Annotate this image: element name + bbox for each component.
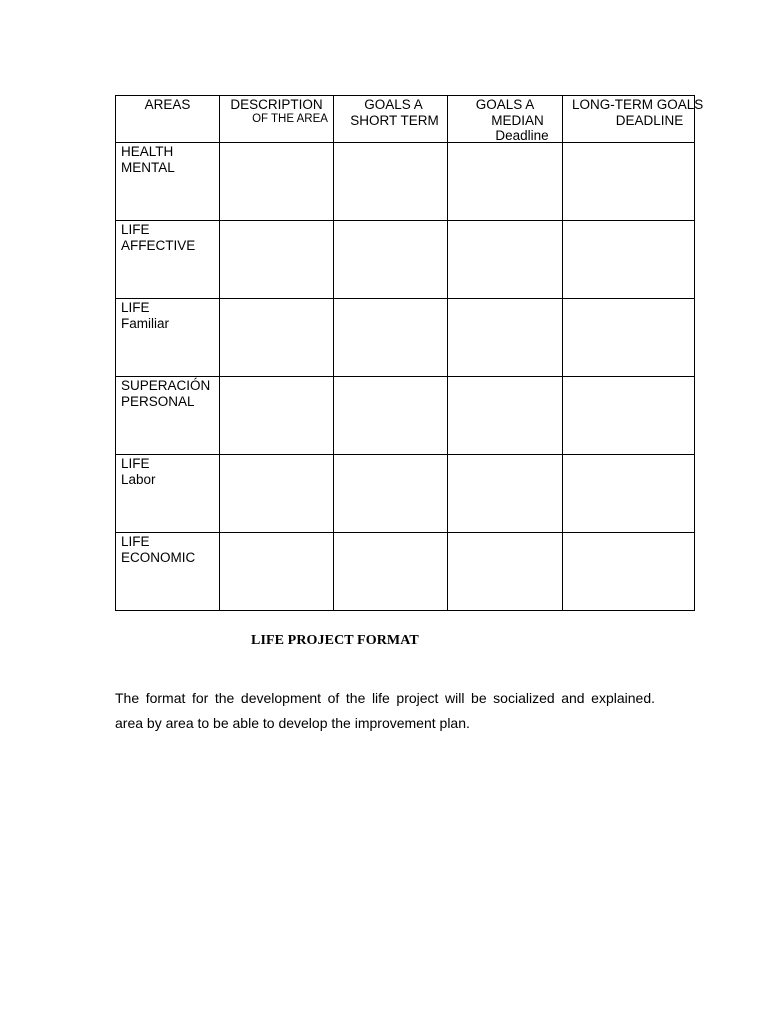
area-label-line1: LIFE bbox=[121, 456, 150, 471]
area-label-line2: Labor bbox=[121, 471, 156, 487]
area-label-line1: LIFE bbox=[121, 300, 150, 315]
paragraph-line2: area by area to be able to develop the improvement plan. bbox=[115, 715, 470, 731]
area-label-line2: MENTAL bbox=[121, 159, 175, 175]
area-label-line1: LIFE bbox=[121, 534, 150, 549]
area-label-line1: HEALTH bbox=[121, 144, 174, 159]
header-description-line2: OF THE AREA bbox=[252, 112, 328, 125]
area-cell bbox=[116, 377, 220, 455]
description-cell[interactable] bbox=[220, 377, 334, 455]
area-label-line2: ECONOMIC bbox=[121, 549, 196, 565]
short-term-cell[interactable] bbox=[334, 533, 448, 611]
median-cell[interactable] bbox=[448, 143, 563, 221]
table-row bbox=[116, 455, 695, 533]
life-project-table bbox=[115, 95, 704, 611]
table-row bbox=[116, 143, 695, 221]
header-areas bbox=[116, 96, 220, 143]
header-median bbox=[448, 96, 563, 143]
area-cell bbox=[116, 455, 220, 533]
header-median-line1: GOALS A bbox=[475, 97, 535, 112]
table-row bbox=[116, 377, 695, 455]
body-paragraph bbox=[115, 686, 655, 736]
header-median-line2: MEDIAN bbox=[491, 112, 544, 128]
area-cell bbox=[116, 143, 220, 221]
short-term-cell[interactable] bbox=[334, 455, 448, 533]
short-term-cell[interactable] bbox=[334, 221, 448, 299]
header-long-term-line1: LONG-TERM GOALS bbox=[572, 97, 704, 112]
paragraph-line1: The format for the development of the life project will be socialized and explained. bbox=[115, 690, 655, 706]
short-term-cell[interactable] bbox=[334, 299, 448, 377]
header-short-term-line1: GOALS A bbox=[364, 97, 423, 112]
table-row bbox=[116, 221, 695, 299]
area-cell bbox=[116, 533, 220, 611]
median-cell[interactable] bbox=[448, 377, 563, 455]
header-areas-label: AREAS bbox=[144, 97, 191, 112]
area-label-line1: LIFE bbox=[121, 222, 150, 237]
long-term-cell[interactable] bbox=[563, 377, 695, 455]
area-cell bbox=[116, 299, 220, 377]
document-title: LIFE PROJECT FORMAT bbox=[251, 633, 419, 648]
long-term-cell[interactable] bbox=[563, 299, 695, 377]
long-term-cell[interactable] bbox=[563, 221, 695, 299]
long-term-cell[interactable] bbox=[563, 143, 695, 221]
header-short-term bbox=[334, 96, 448, 143]
long-term-cell[interactable] bbox=[563, 455, 695, 533]
short-term-cell[interactable] bbox=[334, 143, 448, 221]
table-header-row bbox=[116, 96, 695, 143]
median-cell[interactable] bbox=[448, 455, 563, 533]
area-label-line2: Familiar bbox=[121, 315, 170, 331]
short-term-cell[interactable] bbox=[334, 377, 448, 455]
header-short-term-line2: SHORT TERM bbox=[350, 112, 439, 128]
area-label-line2: PERSONAL bbox=[121, 393, 195, 409]
area-cell bbox=[116, 221, 220, 299]
area-label-line2: AFFECTIVE bbox=[121, 237, 196, 253]
description-cell[interactable] bbox=[220, 455, 334, 533]
median-cell[interactable] bbox=[448, 221, 563, 299]
description-cell[interactable] bbox=[220, 143, 334, 221]
table-row bbox=[116, 299, 695, 377]
description-cell[interactable] bbox=[220, 221, 334, 299]
header-median-line3: Deadline bbox=[495, 128, 549, 143]
description-cell[interactable] bbox=[220, 533, 334, 611]
table-row bbox=[116, 533, 695, 611]
median-cell[interactable] bbox=[448, 533, 563, 611]
long-term-cell[interactable] bbox=[563, 533, 695, 611]
header-description-line1: DESCRIPTION bbox=[230, 97, 323, 112]
header-long-term-line2: DEADLINE bbox=[615, 112, 684, 128]
description-cell[interactable] bbox=[220, 299, 334, 377]
area-label-line1: SUPERACIÓN bbox=[121, 378, 211, 393]
header-description bbox=[220, 96, 334, 143]
median-cell[interactable] bbox=[448, 299, 563, 377]
header-long-term bbox=[563, 96, 704, 143]
